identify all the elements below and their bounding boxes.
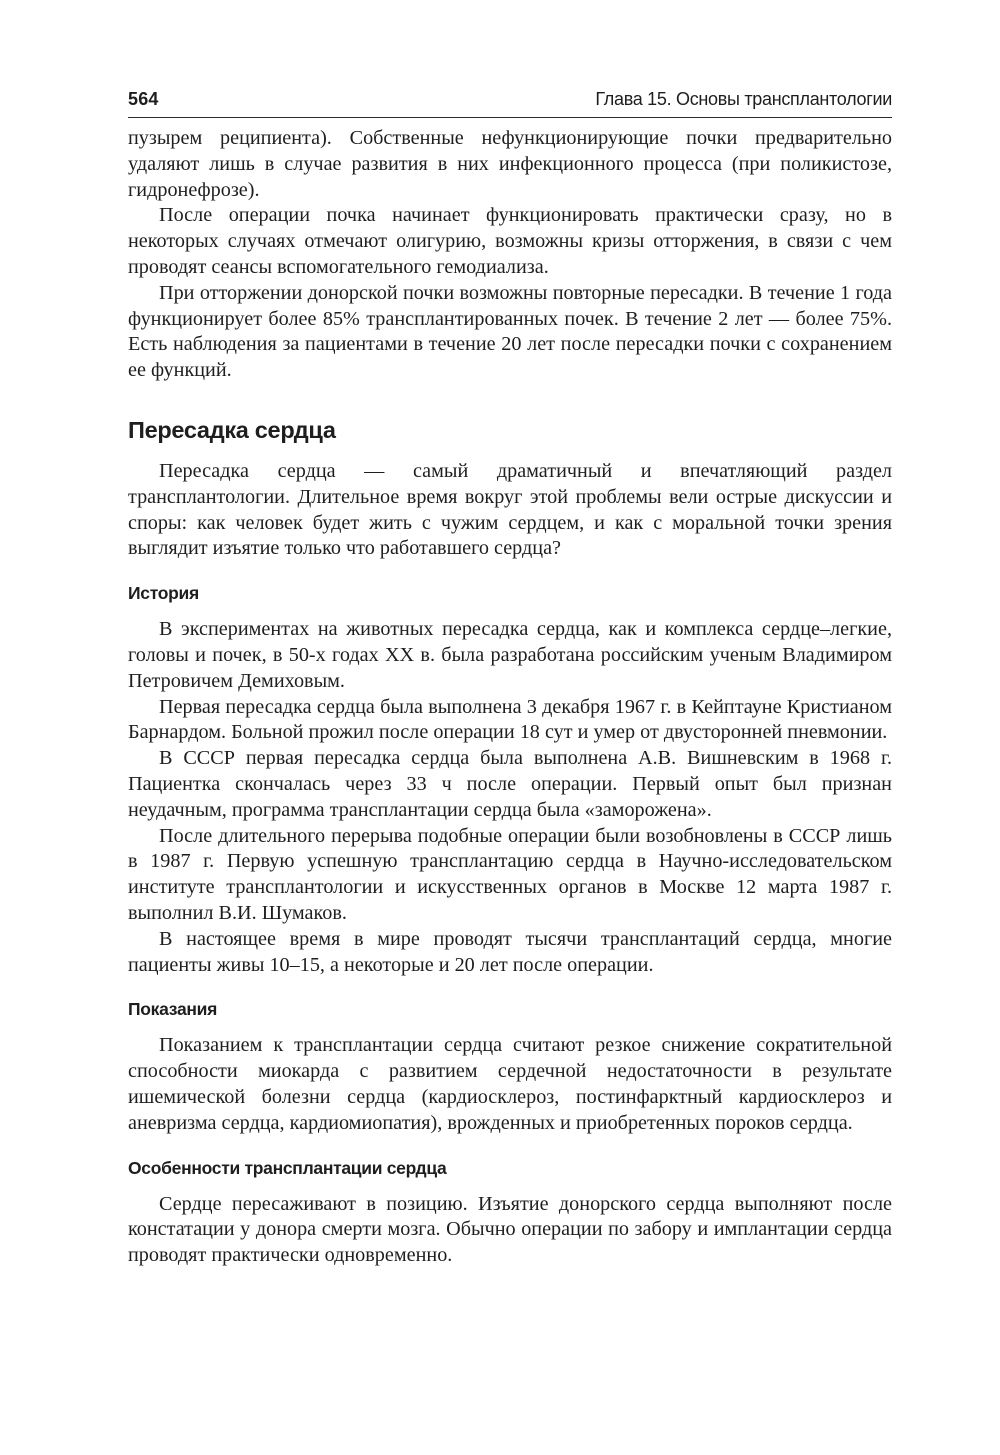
history-paragraph: В настоящее время в мире проводят тысячи трансплантаций сердца, многие пациенты живы 10–15, а некоторые и 20 лет после операции. (128, 927, 892, 976)
features-paragraph: Сердце пересаживают в позицию. Изъятие донорского сердца выполняют после констатации у донора смерти мозга. Обычно операции по забору и имплантации сердца проводят практически одновременно. (128, 1192, 892, 1267)
history-paragraph: В СССР первая пересадка сердца была выполнена А.В. Вишневским в 1968 г. Пациентка скончалась через 33 ч после операции. Первый опыт был признан неудачным, программа трансплантации сердца была «заморожена». (128, 747, 892, 821)
history-paragraph: В экспериментах на животных пересадка сердца, как и комплекса сердце–легкие, головы и почек, в 50-х годах XX в. была разработана российским ученым Владимиром Петровичем Демиховым. (128, 618, 892, 692)
chapter-title: Глава 15. Основы трансплантологии (595, 89, 892, 109)
history-paragraph: Первая пересадка сердца была выполнена 3 декабря 1967 г. в Кейптауне Кристианом Барнардом. Больной прожил после операции 18 сут и умер от двусторонней пневмонии. (128, 695, 892, 744)
history-paragraph: После длительного перерыва подобные операции были возобновлены в СССР лишь в 1987 г. Первую успешную трансплантацию сердца в Научно-исследовательском институте трансплантологии и искусственных органов в Москве 12 марта 1987 г. выполнил В.И. Шумаков. (128, 824, 892, 924)
running-head (128, 84, 892, 118)
page-number: 564 (128, 89, 159, 109)
section-heading-heart-transplant: Пересадка сердца (128, 416, 336, 443)
section-paragraph: Пересадка сердца — самый драматичный и впечатляющий раздел трансплантологии. Длительное время вокруг этой проблемы вели острые дискуссии и споры: как человек будет жить с чужим сердцем, и как с моральной точки зрения выглядит изъятие только что работавшего сердца? (128, 459, 892, 560)
intro-paragraph: При отторжении донорской почки возможны повторные пересадки. В течение 1 года функционирует более 85% трансплантированных почек. В течение 2 лет — более 75%. Есть наблюдения за пациентами в течение 20 лет после пересадки почки с сохранением ее функций. (128, 281, 892, 382)
subsection-heading-history: История (128, 583, 199, 604)
intro-paragraph: пузырем реципиента). Собственные нефункционирующие почки предварительно удаляют лишь в случае развития в них инфекционного процесса (при поликистозе, гидронефрозе). (128, 127, 892, 201)
book-page (128, 84, 892, 1269)
page-body (128, 126, 892, 1269)
intro-paragraph: После операции почка начинает функционировать практически сразу, но в некоторых случаях отмечают олигурию, возможны кризы отторжения, в связи с чем проводят сеансы вспомогательного гемодиализа. (128, 204, 892, 278)
subsection-heading-indications: Показания (128, 999, 218, 1020)
subsection-heading-transplant-features: Особенности трансплантации сердца (128, 1157, 447, 1178)
indications-paragraph: Показанием к трансплантации сердца считают резкое снижение сократительной способности миокарда с развитием сердечной недостаточности в результате ишемической болезни сердца (кардиосклероз, постинфарктный кардиосклероз и аневризма сердца, кардиомиопатия), врожденных и приобретенных пороков сердца. (128, 1034, 892, 1134)
